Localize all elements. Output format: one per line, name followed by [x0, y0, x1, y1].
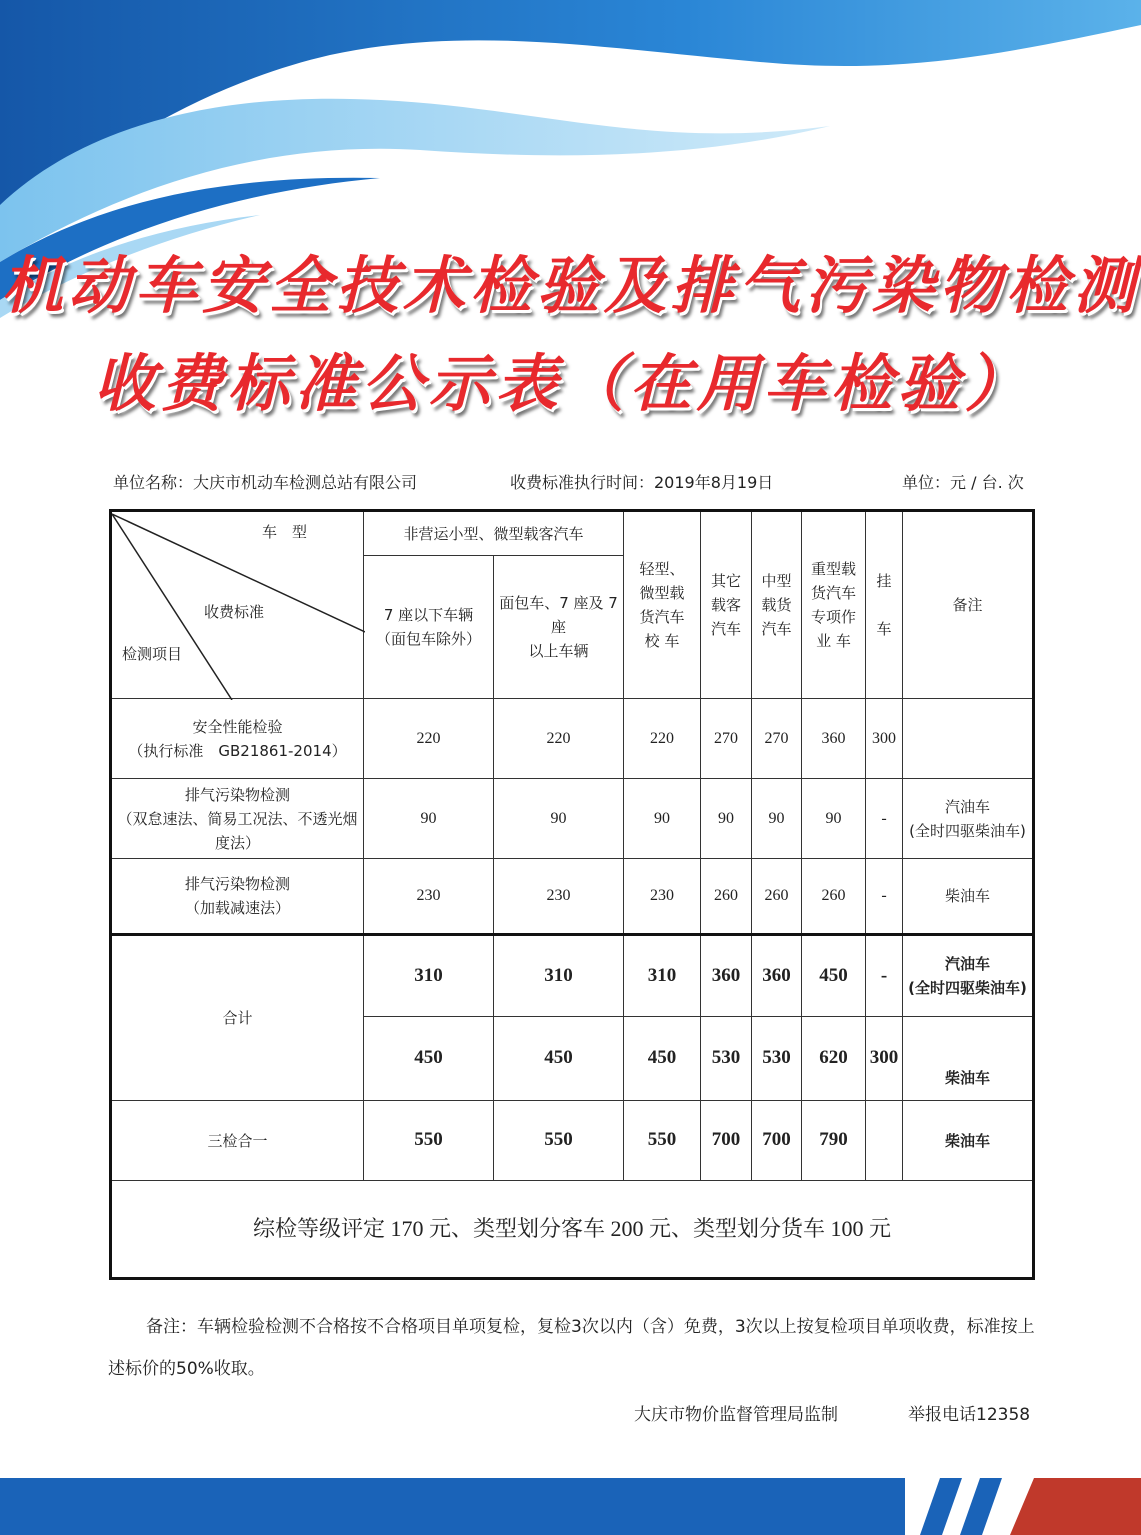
fee-cell: 550: [364, 1101, 494, 1181]
fee-cell: 230: [624, 859, 701, 935]
fee-cell: 220: [494, 699, 624, 779]
col-header-other-bus: 其它 载客 汽车: [701, 511, 752, 699]
col-header-van-7-plus: 面包车、7 座及 7 座 以上车辆: [494, 556, 624, 699]
fee-cell: 300: [866, 1017, 903, 1101]
fee-cell: 90: [624, 779, 701, 859]
fee-cell: 360: [802, 699, 866, 779]
fee-cell: 450: [364, 1017, 494, 1101]
fee-cell: 790: [802, 1101, 866, 1181]
fee-cell: -: [866, 779, 903, 859]
fee-cell: 300: [866, 699, 903, 779]
fee-cell: 620: [802, 1017, 866, 1101]
remark-cell: 柴油车: [903, 859, 1034, 935]
fee-cell: -: [866, 935, 903, 1017]
fee-cell: 530: [701, 1017, 752, 1101]
fee-cell: 90: [752, 779, 802, 859]
fee-cell: 310: [364, 935, 494, 1017]
fee-cell: 700: [752, 1101, 802, 1181]
fee-cell: 700: [701, 1101, 752, 1181]
row-label: 三检合一: [111, 1101, 364, 1181]
page-title-line-1: 机动车安全技术检验及排气污染物检测: [0, 249, 1140, 322]
fee-cell: 260: [752, 859, 802, 935]
corner-diagonal-cell: [111, 511, 364, 699]
header-row-1: [111, 511, 1034, 556]
report-hotline: 举报电话12358: [908, 1405, 1031, 1425]
remark-cell: 汽油车 (全时四驱柴油车): [903, 779, 1034, 859]
fee-table: [109, 509, 1035, 1280]
corner-test-item-label: 检测项目: [122, 645, 183, 663]
fee-cell: 230: [364, 859, 494, 935]
supervision-authority: 大庆市物价监督管理局监制: [634, 1405, 838, 1425]
fee-cell: 230: [494, 859, 624, 935]
remark-cell: 汽油车 (全时四驱柴油车): [903, 935, 1034, 1017]
fee-cell: 90: [494, 779, 624, 859]
col-header-light-truck: 轻型、 微型载 货汽车 校 车: [624, 511, 701, 699]
fee-cell: 450: [802, 935, 866, 1017]
fee-cell: 90: [701, 779, 752, 859]
corner-vehicle-type-label: 车 型: [262, 523, 308, 541]
remark-cell: [903, 699, 1034, 779]
col-header-heavy-truck: 重型载 货汽车 专项作 业 车: [802, 511, 866, 699]
col-header-trailer: 挂 车: [866, 511, 903, 699]
fee-cell: 260: [701, 859, 752, 935]
fee-cell: 90: [364, 779, 494, 859]
fee-cell: 310: [494, 935, 624, 1017]
fee-cell: 360: [701, 935, 752, 1017]
fee-cell: 360: [752, 935, 802, 1017]
fee-cell: 220: [364, 699, 494, 779]
unit-name: 单位名称：大庆市机动车检测总站有限公司: [113, 473, 418, 492]
fee-cell: 270: [752, 699, 802, 779]
group-header-passenger-cars: 非营运小型、微型载客汽车: [364, 511, 624, 556]
row-total-gasoline: [111, 935, 1034, 1017]
row-label: 安全性能检验 （执行标准 GB21861-2014）: [111, 699, 364, 779]
fee-cell: 220: [624, 699, 701, 779]
unit-of-measure: 单位：元 / 台. 次: [902, 473, 1024, 492]
fee-cell: [866, 1101, 903, 1181]
footer-stripe-decoration: [0, 1478, 1141, 1535]
row-label: 排气污染物检测 （双怠速法、简易工况法、不透光烟度法）: [111, 779, 364, 859]
row-extra-fees: [111, 1181, 1034, 1279]
col-header-under-7-seats: 7 座以下车辆 （面包车除外）: [364, 556, 494, 699]
row-safety-inspection: [111, 699, 1034, 779]
extra-fees-text: 综检等级评定 170 元、类型划分客车 200 元、类型划分货车 100 元: [111, 1181, 1034, 1279]
fee-cell: 90: [802, 779, 866, 859]
remark-cell: 柴油车: [903, 1101, 1034, 1181]
col-header-medium-truck: 中型 载货 汽车: [752, 511, 802, 699]
col-header-remarks: 备注: [903, 511, 1034, 699]
fee-cell: -: [866, 859, 903, 935]
remark-paragraph: 备注：车辆检验检测不合格按不合格项目单项复检，复检3次以内（含）免费，3次以上按复检项目单项收费，标准按上述标价的50%收取。: [108, 1317, 1035, 1379]
row-label: 排气污染物检测 （加载减速法）: [111, 859, 364, 935]
fee-cell: 550: [494, 1101, 624, 1181]
page-title-line-2: 收费标准公示表（在用车检验）: [93, 347, 1032, 420]
row-label-total: 合计: [111, 935, 364, 1101]
fee-cell: 450: [494, 1017, 624, 1101]
fee-cell: 260: [802, 859, 866, 935]
fee-cell: 530: [752, 1017, 802, 1101]
row-emission-idle: [111, 779, 1034, 859]
execution-date: 收费标准执行时间：2019年8月19日: [510, 473, 774, 492]
fee-cell: 310: [624, 935, 701, 1017]
fee-cell: 550: [624, 1101, 701, 1181]
row-emission-lug-down: [111, 859, 1034, 935]
fee-cell: 270: [701, 699, 752, 779]
corner-fee-standard-label: 收费标准: [204, 603, 265, 621]
remark-cell: 柴油车: [903, 1017, 1034, 1101]
row-three-in-one: [111, 1101, 1034, 1181]
fee-cell: 450: [624, 1017, 701, 1101]
